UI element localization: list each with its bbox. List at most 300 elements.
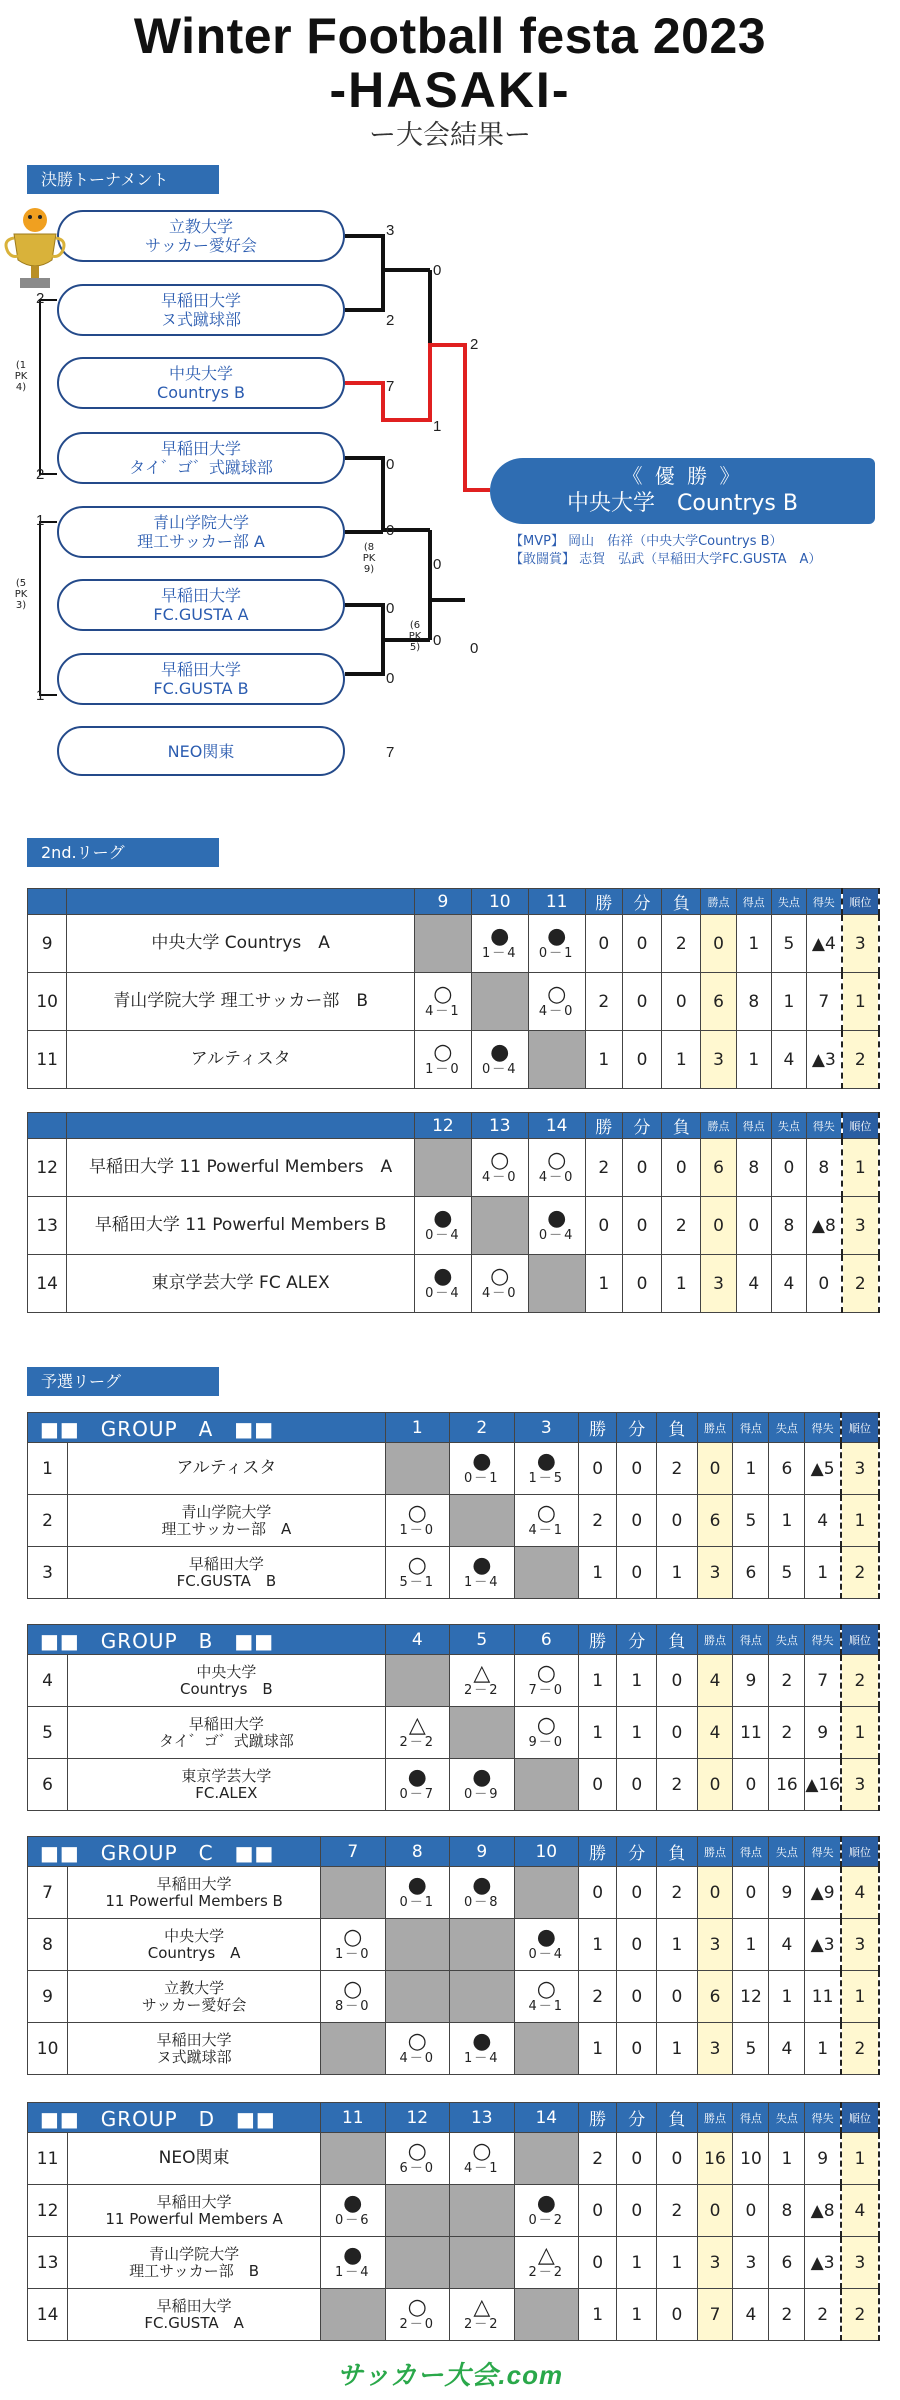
stat-col-header: 順位 bbox=[842, 889, 879, 915]
losses: 0 bbox=[662, 973, 701, 1031]
team-name-line: タイ゛ゴ゛式蹴球部 bbox=[159, 1731, 294, 1750]
opponent-col-header: 12 bbox=[385, 2103, 450, 2133]
second-league-table bbox=[27, 888, 880, 1089]
bracket-team bbox=[57, 432, 345, 484]
team-line2: FC.GUSTA B bbox=[153, 679, 249, 698]
score: 0 bbox=[470, 640, 479, 657]
pk-label: (6 PK 5) bbox=[408, 620, 422, 653]
stat-col-header: 分 bbox=[617, 1413, 657, 1443]
match-result bbox=[514, 2185, 579, 2237]
opponent-col-header: 6 bbox=[514, 1625, 579, 1655]
stat-col-header: 分 bbox=[617, 1625, 657, 1655]
match-result bbox=[450, 2133, 515, 2185]
score: 2 bbox=[36, 466, 45, 483]
team-name bbox=[68, 1759, 385, 1811]
team-number: 11 bbox=[28, 1031, 67, 1089]
match-result bbox=[414, 1031, 471, 1089]
team-number: 14 bbox=[28, 1255, 67, 1313]
goals-against: 8 bbox=[769, 2185, 805, 2237]
result-symbol: ● bbox=[536, 1448, 556, 1474]
match-result bbox=[385, 1495, 450, 1547]
table-row bbox=[28, 1759, 880, 1811]
score: 0 bbox=[433, 556, 442, 573]
bracket-line bbox=[345, 270, 383, 310]
self-match-cell bbox=[514, 2023, 579, 2075]
stat-col-header: 失点 bbox=[769, 2103, 805, 2133]
points: 6 bbox=[697, 1495, 733, 1547]
wins: 2 bbox=[585, 1139, 622, 1197]
team-number: 12 bbox=[28, 2185, 68, 2237]
stat-col-header: 得失 bbox=[806, 889, 841, 915]
team-name bbox=[68, 1867, 321, 1919]
draws: 0 bbox=[622, 1031, 661, 1089]
team-name-line: FC.ALEX bbox=[195, 1783, 258, 1802]
table-row bbox=[28, 1443, 880, 1495]
team-line1: 早稲田大学 bbox=[160, 439, 241, 458]
team-number: 7 bbox=[28, 1867, 68, 1919]
stat-col-header: 負 bbox=[657, 1837, 697, 1867]
team-number: 4 bbox=[28, 1655, 68, 1707]
table-row bbox=[28, 1919, 880, 1971]
goal-diff: 4 bbox=[805, 1495, 841, 1547]
team-name-line: 早稲田大学 bbox=[188, 1554, 264, 1573]
stat-col-header: 分 bbox=[617, 1837, 657, 1867]
group-table bbox=[27, 1412, 880, 1599]
stat-col-header: 勝 bbox=[585, 889, 622, 915]
team-name bbox=[68, 1707, 385, 1759]
result-symbol: ○ bbox=[547, 981, 567, 1007]
champion-banner bbox=[490, 458, 875, 524]
team-name-line: 青山学院大学 理工サッカー部 B bbox=[113, 991, 368, 1011]
match-result bbox=[385, 2133, 450, 2185]
team-number: 8 bbox=[28, 1919, 68, 1971]
score: 1 bbox=[433, 418, 442, 435]
stat-col-header: 失点 bbox=[769, 1413, 805, 1443]
self-match-cell bbox=[471, 973, 528, 1031]
goal-diff: ▲16 bbox=[805, 1759, 841, 1811]
result-score: 4－0 bbox=[482, 1285, 518, 1301]
team-name-line: 早稲田大学 bbox=[156, 1874, 232, 1893]
rank: 3 bbox=[841, 1919, 879, 1971]
site-logo[interactable]: サッカー大会.com bbox=[336, 2360, 564, 2390]
team-line2: タイ゛ゴ゛式蹴球部 bbox=[129, 458, 273, 477]
self-match-cell bbox=[321, 1867, 386, 1919]
rank: 3 bbox=[842, 915, 879, 973]
self-match-cell bbox=[514, 1759, 579, 1811]
draws: 0 bbox=[622, 1255, 661, 1313]
stat-col-header: 勝 bbox=[579, 1413, 617, 1443]
self-match-cell bbox=[528, 1255, 585, 1313]
match-result bbox=[528, 1139, 585, 1197]
team-number: 13 bbox=[28, 1197, 67, 1255]
stat-col-header: 得点 bbox=[733, 1625, 769, 1655]
losses: 2 bbox=[657, 1759, 697, 1811]
team-name bbox=[67, 973, 415, 1031]
stat-col-header: 分 bbox=[622, 889, 661, 915]
team-line1: 立教大学 bbox=[168, 217, 233, 236]
opponent-col-header: 11 bbox=[528, 889, 585, 915]
draws: 0 bbox=[617, 2133, 657, 2185]
result-symbol: ● bbox=[472, 1552, 492, 1578]
result-symbol: ○ bbox=[407, 1552, 427, 1578]
draws: 0 bbox=[617, 1867, 657, 1919]
mvp-award: 【MVP】 岡山 佑祥（中央大学Countrys B） bbox=[510, 534, 783, 549]
rank: 2 bbox=[842, 1255, 879, 1313]
match-result bbox=[471, 1255, 528, 1313]
result-symbol: ● bbox=[536, 1924, 556, 1950]
match-result bbox=[385, 2023, 450, 2075]
goals-against: 6 bbox=[769, 1443, 805, 1495]
match-result bbox=[414, 973, 471, 1031]
goals-against: 1 bbox=[769, 1495, 805, 1547]
team-name bbox=[68, 1547, 385, 1599]
result-score: 1－0 bbox=[399, 1522, 436, 1538]
result-score: 0－4 bbox=[482, 1061, 518, 1077]
draws: 0 bbox=[622, 973, 661, 1031]
bracket-team bbox=[57, 579, 345, 631]
score: 3 bbox=[386, 222, 395, 239]
self-match-cell bbox=[471, 1197, 528, 1255]
result-score: 4－1 bbox=[425, 1003, 461, 1019]
goals-for: 0 bbox=[733, 1759, 769, 1811]
stat-col-header: 負 bbox=[657, 1625, 697, 1655]
team-name-line: 早稲田大学 bbox=[156, 2030, 232, 2049]
goals-against: 8 bbox=[771, 1197, 806, 1255]
team-name-line: 11 Powerful Members B bbox=[105, 1891, 283, 1910]
match-result bbox=[514, 1707, 579, 1759]
self-match-cell bbox=[450, 1707, 515, 1759]
goals-against: 1 bbox=[769, 2133, 805, 2185]
goals-against: 4 bbox=[769, 2023, 805, 2075]
goals-for: 1 bbox=[733, 1443, 769, 1495]
stat-col-header: 勝点 bbox=[697, 1837, 733, 1867]
goals-for: 8 bbox=[736, 1139, 771, 1197]
result-score: 1－4 bbox=[464, 2050, 500, 2066]
team-name bbox=[68, 2133, 321, 2185]
opponent-col-header: 2 bbox=[450, 1413, 515, 1443]
result-score: 0－4 bbox=[425, 1285, 461, 1301]
team-name-line: 11 Powerful Members A bbox=[105, 2209, 283, 2228]
result-score: 4－1 bbox=[528, 1998, 565, 2014]
losses: 1 bbox=[662, 1031, 701, 1089]
stat-col-header: 得失 bbox=[805, 1837, 841, 1867]
points: 6 bbox=[701, 973, 736, 1031]
goals-for: 12 bbox=[733, 1971, 769, 2023]
goals-against: 1 bbox=[769, 1971, 805, 2023]
goals-against: 9 bbox=[769, 1867, 805, 1919]
wins: 2 bbox=[579, 1971, 617, 2023]
team-name-line: 青山学院大学 bbox=[181, 1502, 272, 1521]
rank: 1 bbox=[841, 1495, 879, 1547]
losses: 1 bbox=[657, 1547, 697, 1599]
team-name-line: FC.GUSTA A bbox=[144, 2313, 244, 2332]
stat-col-header: 勝点 bbox=[697, 2103, 733, 2133]
self-match-cell bbox=[514, 2289, 579, 2341]
tournament-bracket bbox=[0, 200, 900, 800]
draws: 0 bbox=[617, 1443, 657, 1495]
team-name bbox=[68, 1443, 385, 1495]
stat-col-header: 失点 bbox=[771, 1113, 806, 1139]
wins: 0 bbox=[579, 1443, 617, 1495]
wins: 1 bbox=[585, 1255, 622, 1313]
result-score: 8－0 bbox=[334, 1998, 371, 2014]
team-name-line: 早稲田大学 bbox=[156, 2192, 232, 2211]
opponent-col-header: 4 bbox=[385, 1625, 450, 1655]
team-name-line: FC.GUSTA B bbox=[176, 1571, 277, 1590]
team-number: 6 bbox=[28, 1759, 68, 1811]
opponent-col-header: 12 bbox=[414, 1113, 471, 1139]
result-symbol: ○ bbox=[472, 2138, 492, 2164]
losses: 0 bbox=[662, 1139, 701, 1197]
points: 0 bbox=[697, 2185, 733, 2237]
opponent-col-header: 14 bbox=[528, 1113, 585, 1139]
match-result bbox=[528, 915, 585, 973]
team-name-line: 理工サッカー部 B bbox=[129, 2261, 260, 2280]
result-score: 2－2 bbox=[528, 2264, 565, 2280]
match-result bbox=[450, 1867, 515, 1919]
opponent-col-header: 1 bbox=[385, 1413, 450, 1443]
group-table bbox=[27, 1836, 880, 2075]
points: 4 bbox=[697, 1707, 733, 1759]
goals-for: 1 bbox=[733, 1919, 769, 1971]
result-symbol: ● bbox=[343, 2190, 363, 2216]
match-result bbox=[321, 1919, 386, 1971]
stat-col-header: 負 bbox=[662, 889, 701, 915]
result-symbol: ○ bbox=[547, 1147, 567, 1173]
team-name bbox=[67, 915, 415, 973]
match-result bbox=[414, 1255, 471, 1313]
group-title bbox=[67, 1113, 415, 1139]
team-name-line: アルティスタ bbox=[190, 1049, 291, 1069]
points: 3 bbox=[701, 1255, 736, 1313]
match-result bbox=[385, 1759, 450, 1811]
score: 0 bbox=[386, 670, 395, 687]
goals-against: 2 bbox=[769, 1707, 805, 1759]
rank: 1 bbox=[841, 1707, 879, 1759]
result-symbol: ● bbox=[433, 1205, 453, 1231]
group-table bbox=[27, 1624, 880, 1811]
team-line1: 青山学院大学 bbox=[152, 513, 249, 532]
wins: 0 bbox=[579, 1867, 617, 1919]
result-symbol: △ bbox=[473, 2294, 491, 2320]
result-score: 2－2 bbox=[464, 1682, 500, 1698]
points: 16 bbox=[697, 2133, 733, 2185]
result-symbol: ● bbox=[547, 923, 567, 949]
team-number: 3 bbox=[28, 1547, 68, 1599]
result-score: 1－0 bbox=[425, 1061, 461, 1077]
result-symbol: △ bbox=[473, 1660, 491, 1686]
rank: 1 bbox=[841, 1971, 879, 2023]
self-match-cell bbox=[450, 2237, 515, 2289]
table-row bbox=[28, 915, 880, 973]
result-score: 4－0 bbox=[399, 2050, 436, 2066]
pk-label: (1 PK 4) bbox=[14, 360, 28, 393]
team-name bbox=[68, 2185, 321, 2237]
match-result bbox=[471, 1139, 528, 1197]
bracket-line-champion bbox=[345, 345, 490, 490]
points: 3 bbox=[697, 2023, 733, 2075]
table-row bbox=[28, 1707, 880, 1759]
losses: 2 bbox=[657, 1443, 697, 1495]
header-corner: ■■ GROUP B ■■ bbox=[28, 1625, 386, 1655]
losses: 1 bbox=[662, 1255, 701, 1313]
self-match-cell bbox=[414, 915, 471, 973]
rank: 4 bbox=[841, 1867, 879, 1919]
result-score: 4－0 bbox=[482, 1169, 518, 1185]
result-symbol: ○ bbox=[536, 1500, 556, 1526]
match-result bbox=[385, 1707, 450, 1759]
result-score: 4－0 bbox=[538, 1169, 575, 1185]
score: 2 bbox=[470, 336, 479, 353]
score: 0 bbox=[386, 522, 395, 539]
goal-diff: ▲3 bbox=[805, 2237, 841, 2289]
rank: 1 bbox=[841, 2133, 879, 2185]
result-score: 0－4 bbox=[538, 1227, 575, 1243]
opponent-col-header: 8 bbox=[385, 1837, 450, 1867]
goals-against: 1 bbox=[771, 973, 806, 1031]
stat-col-header: 順位 bbox=[841, 1837, 879, 1867]
draws: 0 bbox=[617, 1759, 657, 1811]
points: 6 bbox=[697, 1971, 733, 2023]
team-name bbox=[67, 1255, 415, 1313]
result-score: 7－0 bbox=[528, 1682, 565, 1698]
stat-col-header: 負 bbox=[657, 1413, 697, 1443]
losses: 2 bbox=[657, 2185, 697, 2237]
wins: 0 bbox=[579, 2237, 617, 2289]
goal-diff: ▲8 bbox=[805, 2185, 841, 2237]
goal-diff: 7 bbox=[805, 1655, 841, 1707]
self-match-cell bbox=[450, 2185, 515, 2237]
wins: 2 bbox=[579, 2133, 617, 2185]
bracket-team bbox=[57, 653, 345, 705]
result-score: 2－2 bbox=[399, 1734, 436, 1750]
stat-col-header: 勝 bbox=[579, 2103, 617, 2133]
draws: 0 bbox=[617, 2185, 657, 2237]
points: 3 bbox=[697, 1919, 733, 1971]
match-result bbox=[450, 1655, 515, 1707]
stat-col-header: 負 bbox=[662, 1113, 701, 1139]
result-symbol: △ bbox=[408, 1712, 426, 1738]
rank: 2 bbox=[841, 1655, 879, 1707]
team-line1: 中央大学 bbox=[168, 364, 233, 383]
score: 0 bbox=[433, 632, 442, 649]
points: 0 bbox=[697, 1443, 733, 1495]
points: 6 bbox=[701, 1139, 736, 1197]
table-row bbox=[28, 1547, 880, 1599]
self-match-cell bbox=[385, 2185, 450, 2237]
team-line2: 理工サッカー部 A bbox=[137, 532, 265, 551]
stat-col-header: 勝 bbox=[579, 1625, 617, 1655]
stat-col-header: 分 bbox=[622, 1113, 661, 1139]
stat-col-header: 得点 bbox=[733, 1413, 769, 1443]
losses: 0 bbox=[657, 1655, 697, 1707]
result-symbol: ○ bbox=[407, 2138, 427, 2164]
opponent-col-header: 11 bbox=[321, 2103, 386, 2133]
stat-col-header: 得失 bbox=[805, 1625, 841, 1655]
trophy-icon bbox=[0, 200, 70, 295]
goal-diff: 11 bbox=[805, 1971, 841, 2023]
rank: 3 bbox=[841, 1759, 879, 1811]
result-symbol: ○ bbox=[536, 1976, 556, 2002]
score: 1 bbox=[36, 687, 45, 704]
team-name bbox=[68, 2237, 321, 2289]
opponent-col-header: 14 bbox=[514, 2103, 579, 2133]
team-name-line: サッカー愛好会 bbox=[141, 1995, 247, 2014]
wins: 0 bbox=[579, 1759, 617, 1811]
result-score: 0－4 bbox=[425, 1227, 461, 1243]
team-name-line: 早稲田大学 bbox=[156, 2296, 232, 2315]
losses: 1 bbox=[657, 1919, 697, 1971]
losses: 2 bbox=[662, 915, 701, 973]
self-match-cell bbox=[321, 2133, 386, 2185]
team-name-line: 中央大学 Countrys A bbox=[151, 933, 330, 953]
rank: 2 bbox=[841, 1547, 879, 1599]
points: 7 bbox=[697, 2289, 733, 2341]
result-symbol: ○ bbox=[490, 1263, 510, 1289]
team-number: 14 bbox=[28, 2289, 68, 2341]
team-line1: 早稲田大学 bbox=[160, 586, 241, 605]
goal-diff: 0 bbox=[806, 1255, 841, 1313]
result-symbol: ● bbox=[547, 1205, 567, 1231]
opponent-col-header: 10 bbox=[471, 889, 528, 915]
self-match-cell bbox=[450, 1495, 515, 1547]
goal-diff: ▲9 bbox=[805, 1867, 841, 1919]
goal-diff: 1 bbox=[805, 1547, 841, 1599]
wins: 1 bbox=[579, 1707, 617, 1759]
goals-for: 1 bbox=[736, 1031, 771, 1089]
wins: 0 bbox=[585, 915, 622, 973]
wins: 0 bbox=[579, 2185, 617, 2237]
team-name-line: NEO関東 bbox=[158, 2148, 230, 2168]
stat-col-header: 得点 bbox=[736, 1113, 771, 1139]
result-score: 2－0 bbox=[399, 2316, 436, 2332]
goals-for: 11 bbox=[733, 1707, 769, 1759]
header-corner: ■■ GROUP C ■■ bbox=[28, 1837, 321, 1867]
self-match-cell bbox=[385, 1971, 450, 2023]
bracket-team bbox=[57, 506, 345, 558]
table-row bbox=[28, 2237, 880, 2289]
team-name-line: 立教大学 bbox=[164, 1978, 225, 1997]
result-score: 0－8 bbox=[464, 1894, 500, 1910]
goals-for: 4 bbox=[733, 2289, 769, 2341]
opponent-col-header: 13 bbox=[471, 1113, 528, 1139]
second-league-table bbox=[27, 1112, 880, 1313]
section-tournament-label: 決勝トーナメント bbox=[27, 165, 219, 194]
opponent-col-header: 7 bbox=[321, 1837, 386, 1867]
match-result bbox=[385, 1547, 450, 1599]
rank: 3 bbox=[841, 1443, 879, 1495]
page-header bbox=[0, 8, 900, 154]
result-symbol: ● bbox=[407, 1764, 427, 1790]
points: 3 bbox=[701, 1031, 736, 1089]
opponent-col-header: 10 bbox=[514, 1837, 579, 1867]
result-symbol: △ bbox=[537, 2242, 555, 2268]
bracket-team bbox=[57, 284, 345, 336]
stat-col-header: 順位 bbox=[841, 2103, 879, 2133]
team-line2: サッカー愛好会 bbox=[145, 236, 257, 255]
match-result bbox=[321, 2185, 386, 2237]
team-name-line: 中央大学 bbox=[164, 1926, 225, 1945]
bracket-line bbox=[40, 522, 57, 695]
team-name-line: 早稲田大学 11 Powerful Members A bbox=[89, 1157, 393, 1177]
stat-col-header: 勝 bbox=[579, 1837, 617, 1867]
header-corner bbox=[28, 889, 67, 915]
fighting-award: 【敢闘賞】 志賀 弘武（早稲田大学FC.GUSTA A） bbox=[510, 552, 822, 567]
footer bbox=[0, 2355, 900, 2392]
bracket-line bbox=[430, 270, 465, 345]
self-match-cell bbox=[321, 2023, 386, 2075]
points: 3 bbox=[697, 1547, 733, 1599]
